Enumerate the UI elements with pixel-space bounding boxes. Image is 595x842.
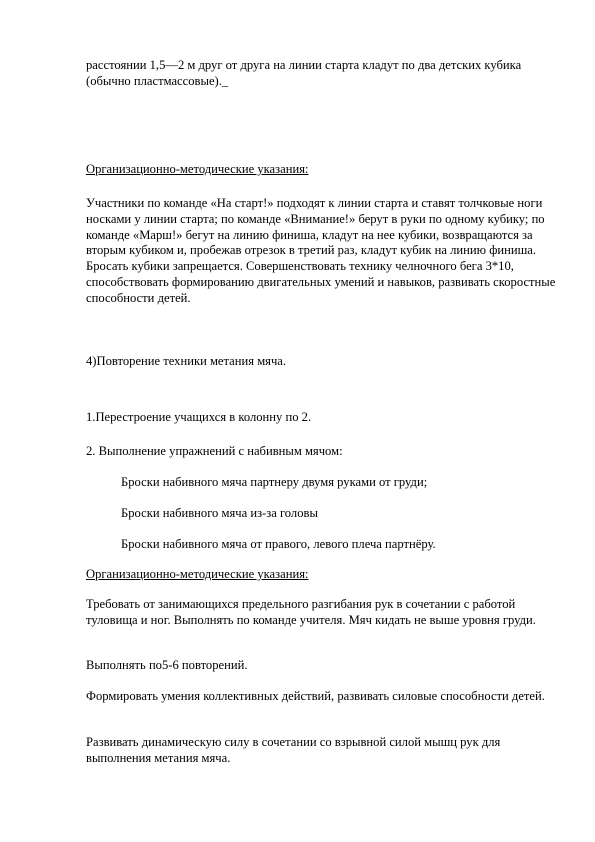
paragraph-dynamic-strength: Развивать динамическую силу в сочетании со взрывной силой мышц рук для выполнения метания мяча.	[86, 735, 501, 765]
paragraph-collective-skills: Формировать умения коллективных действий, развивать силовые способности детей.	[86, 689, 545, 703]
list-item-medicine-ball-exercises: 2. Выполнение упражнений с набивным мячом:	[86, 444, 343, 458]
exercise-chest-throw: Броски набивного мяча партнеру двумя руками от груди;	[121, 475, 428, 489]
paragraph-repetitions: Выполнять по5-6 повторений.	[86, 658, 248, 672]
paragraph-cubes-placement	[86, 58, 556, 90]
paragraph-extension-requirement: Требовать от занимающихся предельного разгибания рук в сочетании с работой туловища и ног. Выполнять по команде учителя. Мяч кидать не выше уровня груди.	[86, 597, 536, 627]
list-item-formation: 1.Перестроение учащихся в колонну по 2.	[86, 410, 312, 424]
section-heading-guidelines-2: Организационно-методические указания:	[86, 567, 309, 581]
section-title-ball-throwing: 4)Повторение техники метания мяча.	[86, 354, 287, 368]
exercise-shoulder-throw: Броски набивного мяча от правого, левого плеча партнёру.	[121, 537, 436, 551]
paragraph-tail-mark: _	[221, 73, 229, 88]
paragraph-text: расстоянии 1,5—2 м друг от друга на линии старта кладут по два детских кубика (обычно пластмассовые).	[86, 58, 522, 88]
exercise-overhead-throw: Броски набивного мяча из-за головы	[121, 506, 318, 520]
section-heading-guidelines-1: Организационно-методические указания:	[86, 162, 309, 176]
paragraph-shuttle-run: Участники по команде «На старт!» подходят к линии старта и ставят толчковые ноги носками у линии старта; по команде «Внимание!» берут в руки по одному кубику; по команде «Марш!» бегут на линию финиша, кладут на нее кубики, возвращаются за вторым кубиком и, пробежав отрезок в третий раз, кладут кубик на линию финиша. Бросать кубики запрещается. Совершенствовать технику челночного бега 3*10, способствовать формированию двигательных умений и навыков, развивать скоростные способности детей.	[86, 196, 556, 305]
